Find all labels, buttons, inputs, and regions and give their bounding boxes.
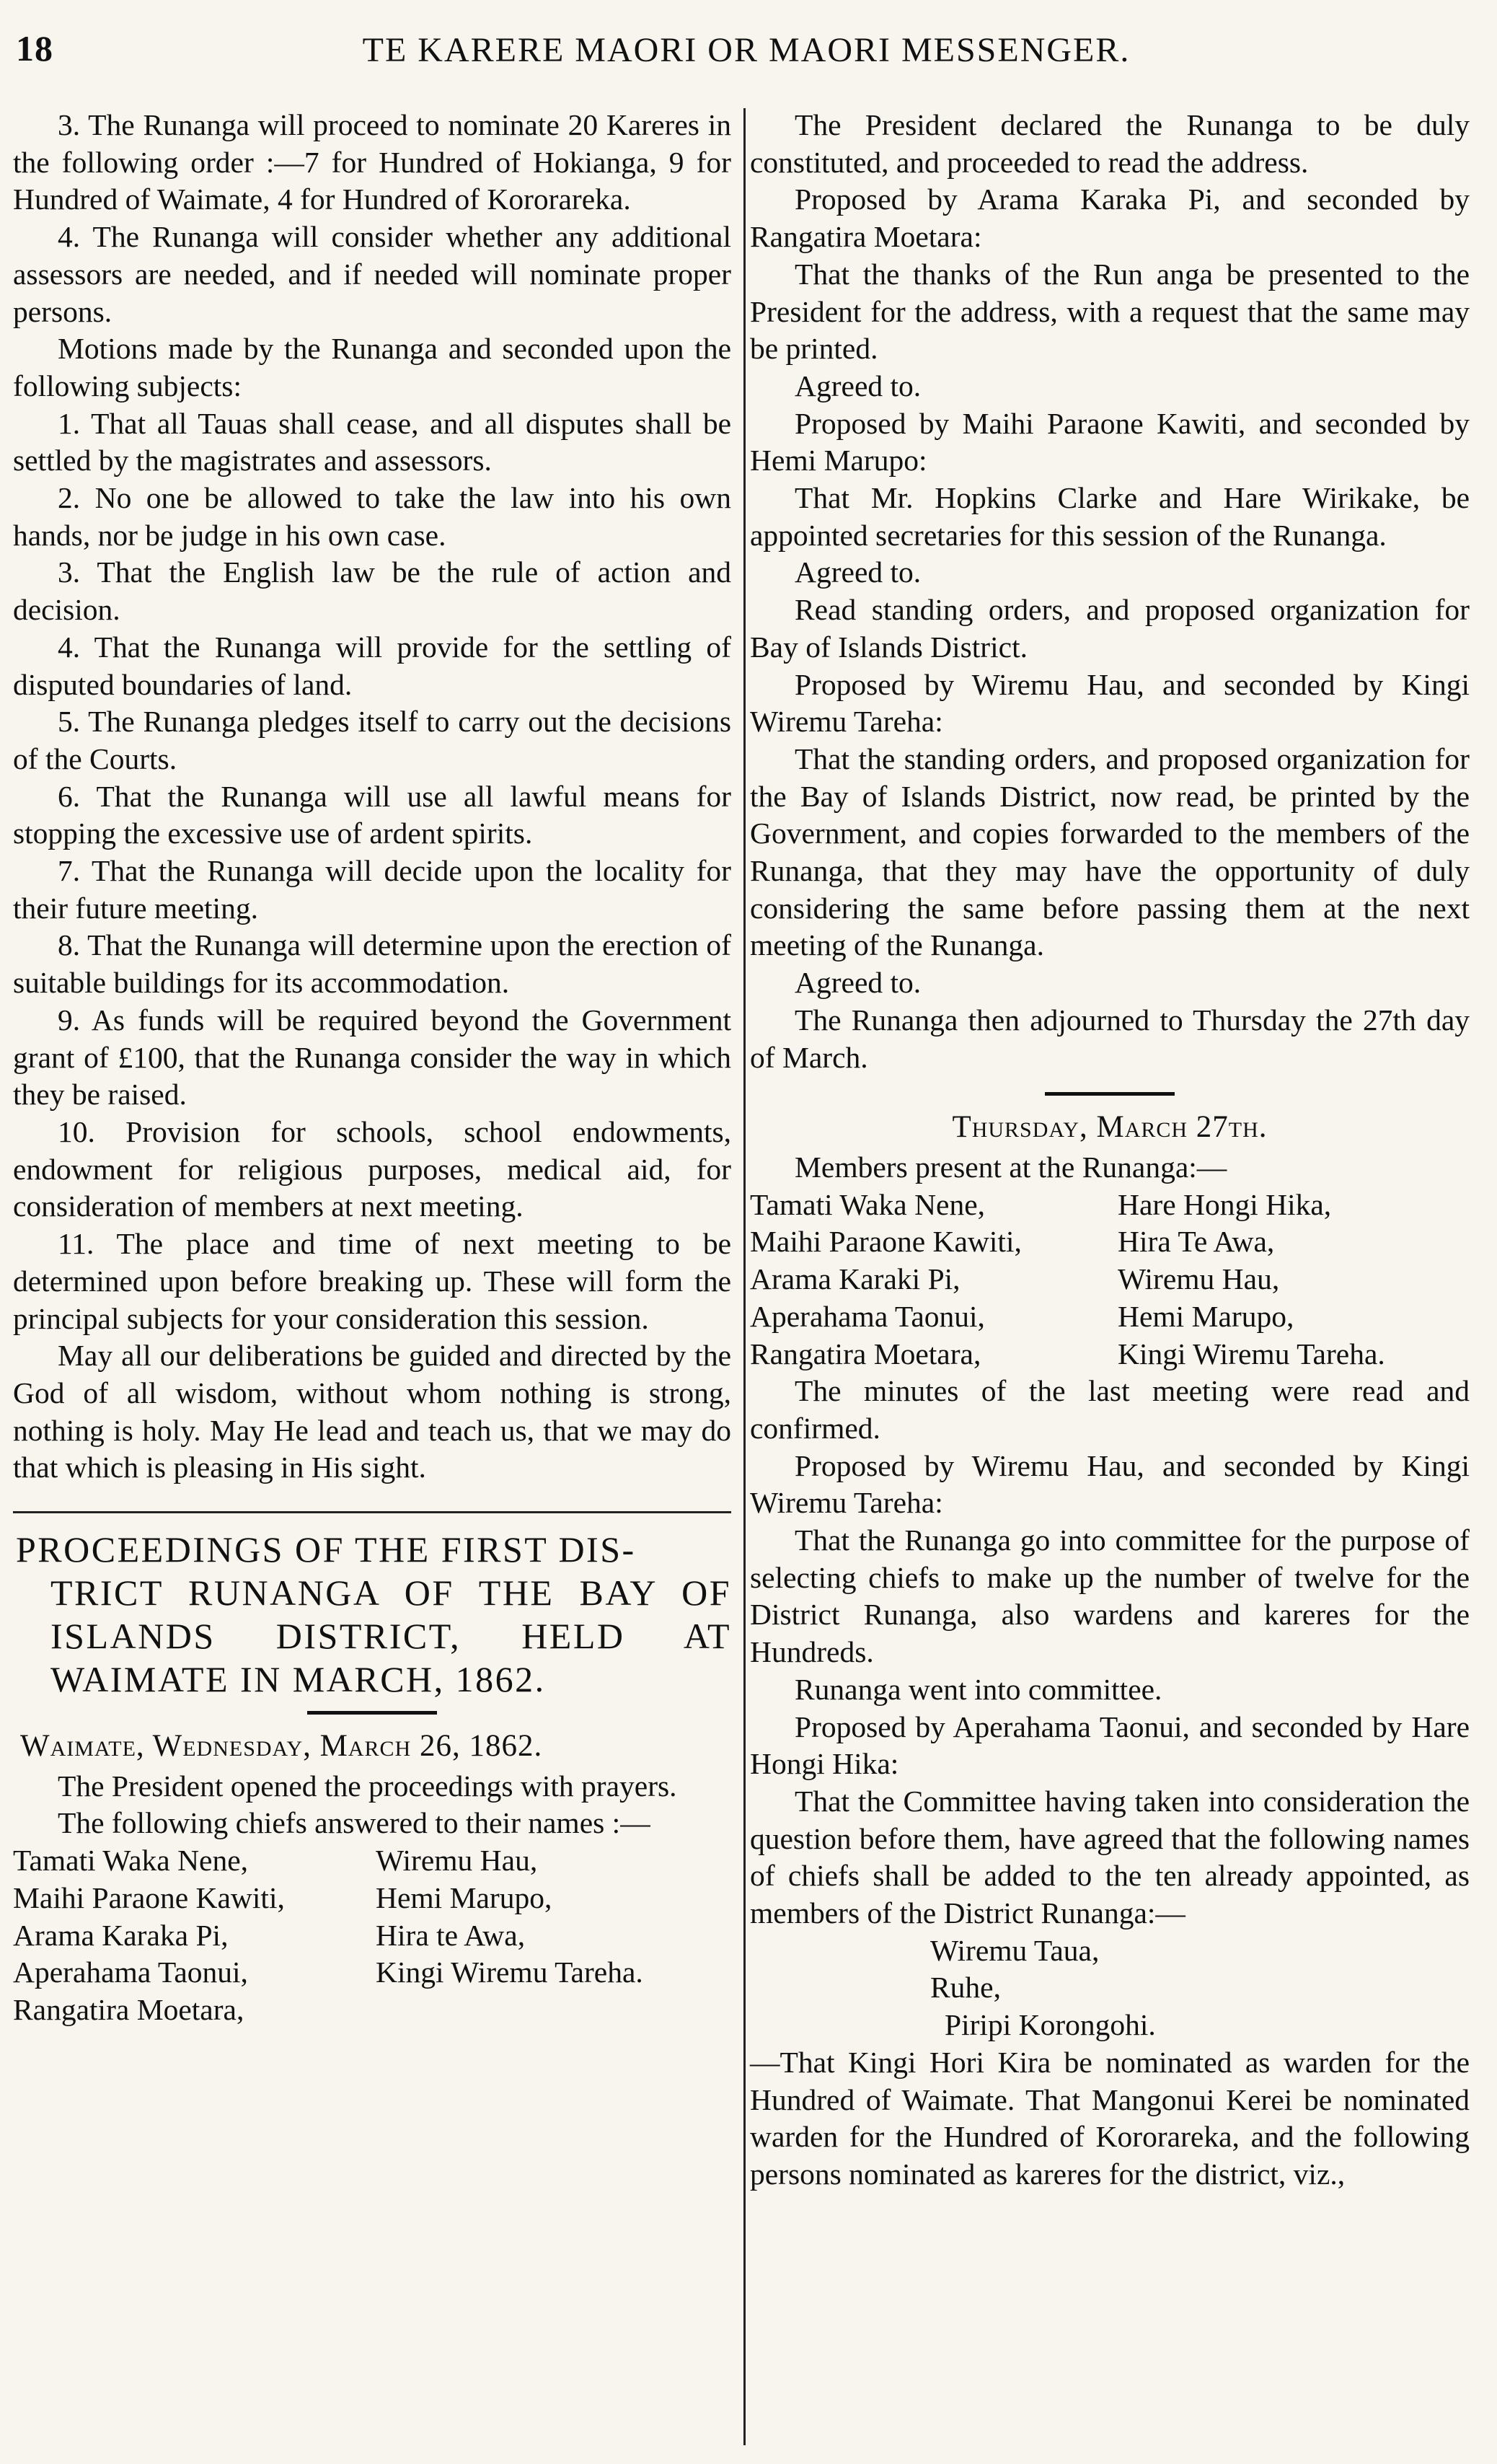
section-heading bbox=[13, 1528, 731, 1701]
attendance-list bbox=[13, 1842, 731, 2029]
paragraph: Agreed to. bbox=[795, 966, 922, 1000]
journal-title: TE KARERE MAORI OR MAORI MESSENGER. bbox=[362, 31, 1131, 69]
list-item: Kingi Wiremu Tareha. bbox=[1118, 1337, 1385, 1370]
section-rule bbox=[13, 1511, 731, 1513]
paragraph: Proposed by Wiremu Hau, and seconded by Kingi Wiremu Tareha: bbox=[750, 1448, 1470, 1520]
section-heading-rest: TRICT RUNANGA OF THE BAY OF ISLANDS DISTRICT, HELD AT WAIMATE IN MARCH, 1862. bbox=[50, 1572, 731, 1700]
paragraph: That the Committee having taken into consideration the question before them, have agreed that the following names of chiefs shall be added to the ten already appointed, as members of the District Runanga:— bbox=[750, 1784, 1470, 1930]
paragraph: Proposed by Maihi Paraone Kawiti, and seconded by Hemi Marupo: bbox=[750, 406, 1470, 478]
paragraph: 1. That all Tauas shall cease, and all disputes shall be settled by the magistrates and assessors. bbox=[13, 406, 731, 478]
paragraph: Agreed to. bbox=[795, 369, 922, 402]
right-column bbox=[750, 107, 1470, 2194]
list-item: Wiremu Hau, bbox=[1118, 1262, 1280, 1296]
paragraph: Members present at the Runanga:— bbox=[795, 1150, 1227, 1184]
paragraph: Runanga went into committee. bbox=[795, 1672, 1162, 1706]
list-item: Rangatira Moetara, bbox=[750, 1337, 981, 1370]
paragraph: May all our deliberations be guided and directed by the God of all wisdom, without whom nothing is strong, nothing is holy. May He lead and teach us, that we may do that which is pleasing in His sight. bbox=[13, 1339, 731, 1484]
list-item: Arama Karaka Pi, bbox=[13, 1918, 229, 1952]
paragraph: The President opened the proceedings with prayers. bbox=[58, 1769, 677, 1803]
list-item: Rangatira Moetara, bbox=[13, 1992, 244, 2026]
list-item: Hemi Marupo, bbox=[1118, 1299, 1294, 1333]
paragraph: That the thanks of the Run anga be presented to the President for the address, with a request that the same may be printed. bbox=[750, 257, 1470, 366]
dateline: Thursday, March 27th. bbox=[952, 1110, 1268, 1145]
list-item: Tamati Waka Nene, bbox=[750, 1187, 986, 1221]
paragraph: Read standing orders, and proposed organization for Bay of Islands District. bbox=[750, 593, 1470, 664]
dateline: Waimate, Wednesday, March 26, 1862. bbox=[20, 1729, 543, 1764]
list-item bbox=[376, 1992, 731, 2029]
section-heading-line1: PROCEEDINGS OF THE FIRST DIS- bbox=[16, 1529, 636, 1570]
list-item: Aperahama Taonui, bbox=[13, 1955, 248, 1989]
list-item: Maihi Paraone Kawiti, bbox=[13, 1880, 285, 1914]
list-item: Wiremu Hau, bbox=[376, 1844, 538, 1878]
list-item: Hira te Awa, bbox=[376, 1918, 526, 1952]
members-list bbox=[750, 1187, 1470, 1373]
paragraph: —That Kingi Hori Kira be nominated as warden for the Hundred of Waimate. That Mangonui Kerei be nominated warden for the Hundred of Kororareka, and the following persons nominated as kareres for the district, viz., bbox=[750, 2045, 1470, 2191]
column-divider bbox=[743, 108, 746, 2445]
paragraph: Proposed by Arama Karaka Pi, and seconded by Rangatira Moetara: bbox=[750, 182, 1470, 254]
paragraph: 11. The place and time of next meeting to be determined upon before breaking up. These will form the principal subjects for your consideration this session. bbox=[13, 1227, 731, 1335]
paragraph: 9. As funds will be required beyond the Government grant of £100, that the Runanga consider the way in which they be raised. bbox=[13, 1003, 731, 1112]
short-rule bbox=[307, 1711, 437, 1715]
paragraph: 4. That the Runanga will provide for the settling of disputed boundaries of land. bbox=[13, 630, 731, 701]
paragraph: That Mr. Hopkins Clarke and Hare Wirikake, be appointed secretaries for this session of the Runanga. bbox=[750, 481, 1470, 552]
paragraph: That the standing orders, and proposed organization for the Bay of Islands District, now read, be printed by the Government, and copies forwarded to the members of the Runanga, that they may have the opportunity of duly considering the same before passing them at the next meeting of the Runanga. bbox=[750, 742, 1470, 962]
paragraph: The Runanga then adjourned to Thursday the 27th day of March. bbox=[750, 1003, 1470, 1074]
list-item: Hemi Marupo, bbox=[376, 1880, 552, 1914]
page-header bbox=[7, 27, 1485, 78]
list-item: Maihi Paraone Kawiti, bbox=[750, 1225, 1022, 1259]
paragraph: 7. That the Runanga will decide upon the locality for their future meeting. bbox=[13, 854, 731, 925]
short-rule bbox=[1045, 1092, 1175, 1096]
paragraph: 3. That the English law be the rule of action and decision. bbox=[13, 555, 731, 627]
paragraph: Proposed by Wiremu Hau, and seconded by Kingi Wiremu Tareha: bbox=[750, 667, 1470, 739]
chief-names-list bbox=[750, 1932, 1470, 2044]
paragraph: The following chiefs answered to their names :— bbox=[58, 1806, 650, 1840]
paragraph: 4. The Runanga will consider whether any additional assessors are needed, and if needed will nominate proper persons. bbox=[13, 220, 731, 328]
paragraph: The President declared the Runanga to be duly constituted, and proceeded to read the address. bbox=[750, 108, 1470, 179]
list-item: Wiremu Taua, bbox=[930, 1933, 1100, 1967]
list-item: Aperahama Taonui, bbox=[750, 1299, 985, 1333]
paragraph: Proposed by Aperahama Taonui, and seconded by Hare Hongi Hika: bbox=[750, 1710, 1470, 1781]
paragraph: 6. That the Runanga will use all lawful means for stopping the excessive use of ardent spirits. bbox=[13, 779, 731, 850]
paragraph: Agreed to. bbox=[795, 555, 922, 589]
paragraph: 5. The Runanga pledges itself to carry out the decisions of the Courts. bbox=[13, 705, 731, 775]
paragraph: 8. That the Runanga will determine upon the erection of suitable buildings for its accommodation. bbox=[13, 928, 731, 1000]
list-item: Arama Karaki Pi, bbox=[750, 1262, 961, 1296]
list-item: Tamati Waka Nene, bbox=[13, 1844, 249, 1878]
list-item: Hira Te Awa, bbox=[1118, 1225, 1275, 1259]
paragraph: That the Runanga go into committee for the purpose of selecting chiefs to make up the number of twelve for the District Runanga, also wardens and kareres for the Hundreds. bbox=[750, 1523, 1470, 1669]
left-column bbox=[13, 107, 731, 2029]
paragraph: Motions made by the Runanga and seconded upon the following subjects: bbox=[13, 332, 731, 402]
list-item: Ruhe, bbox=[930, 1971, 1001, 2005]
list-item: Kingi Wiremu Tareha. bbox=[376, 1955, 643, 1989]
paragraph: 3. The Runanga will proceed to nominate 20 Kareres in the following order :—7 for Hundred of Hokianga, 9 for Hundred of Waimate, 4 for Hundred of Kororareka. bbox=[13, 108, 731, 216]
page-number: 18 bbox=[16, 28, 53, 69]
list-item: Piripi Korongohi. bbox=[945, 2008, 1156, 2042]
list-item: Hare Hongi Hika, bbox=[1118, 1187, 1332, 1221]
paragraph: 2. No one be allowed to take the law into his own hands, nor be judge in his own case. bbox=[13, 481, 731, 552]
paragraph: The minutes of the last meeting were read and confirmed. bbox=[750, 1374, 1470, 1445]
paragraph: 10. Provision for schools, school endowments, endowment for religious purposes, medical aid, for consideration of members at next meeting. bbox=[13, 1114, 731, 1223]
